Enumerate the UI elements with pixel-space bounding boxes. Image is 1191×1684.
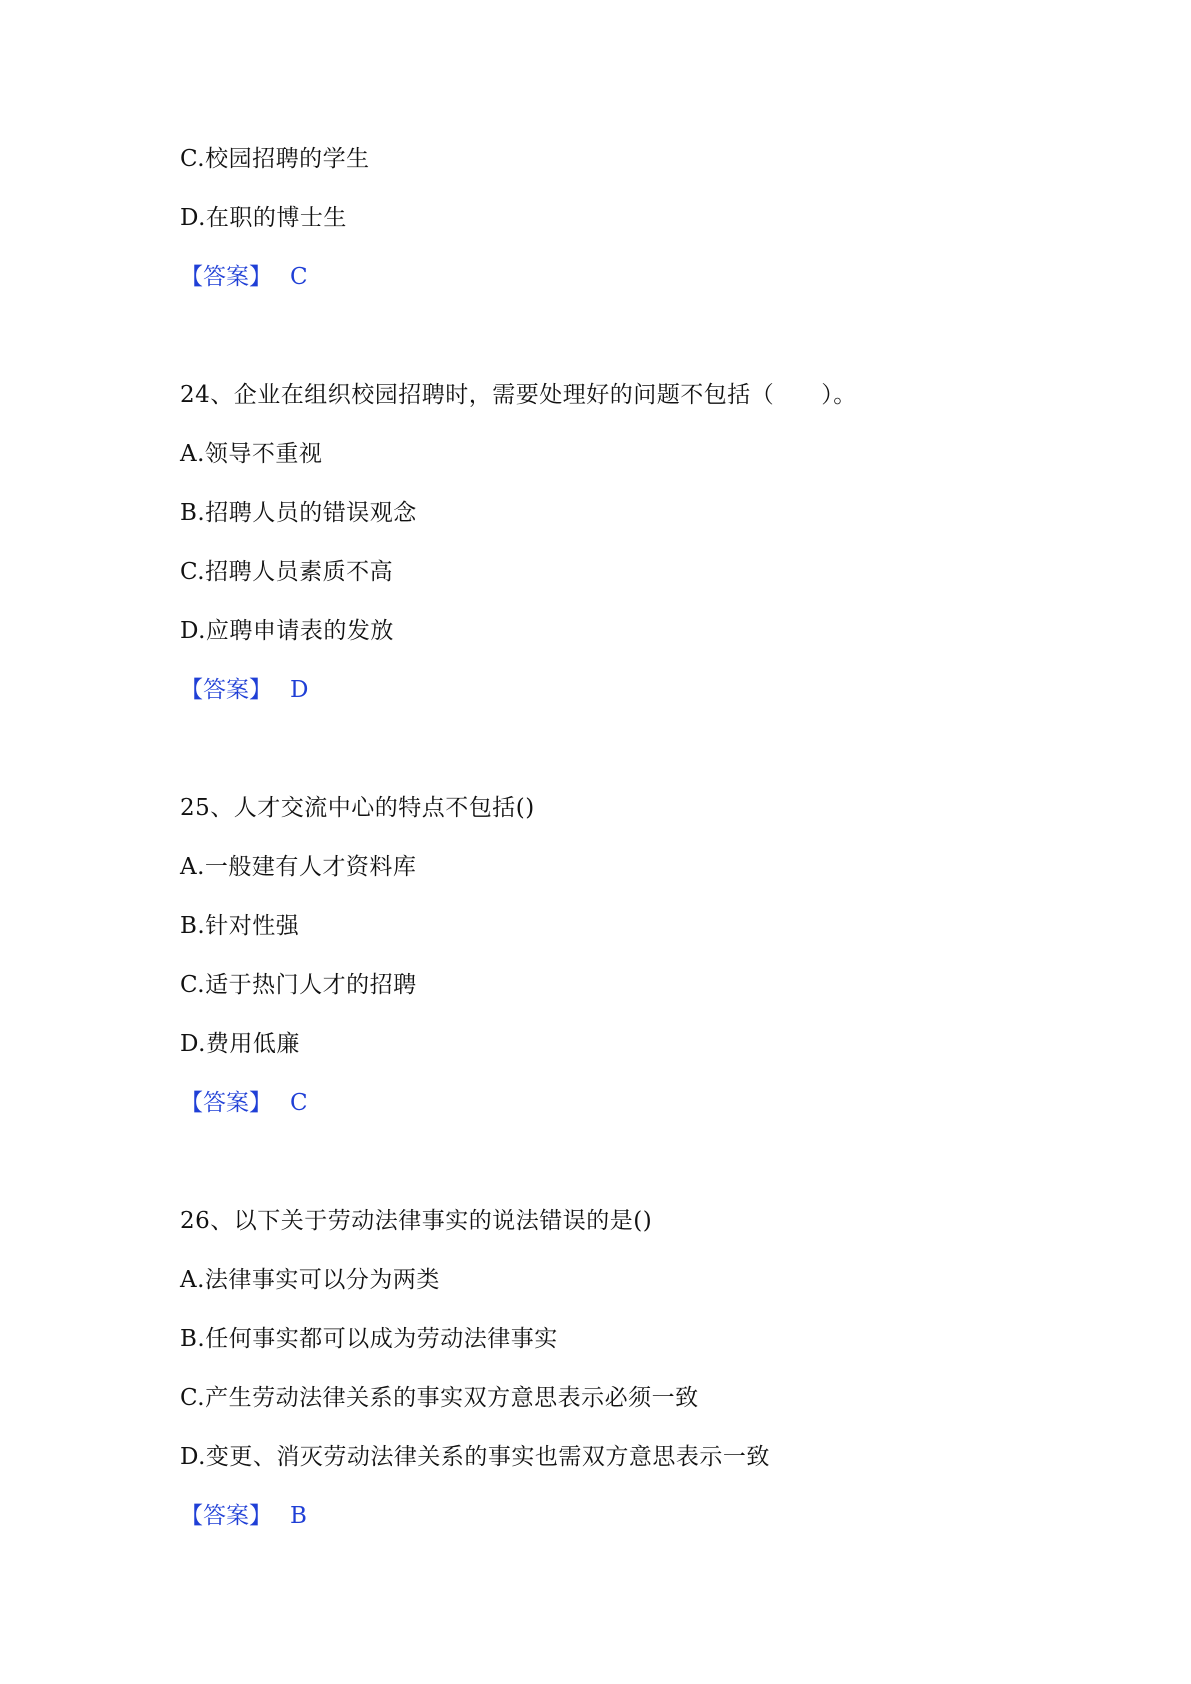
- option-c: C.校园招聘的学生: [180, 146, 370, 172]
- answer-value: B: [290, 1503, 307, 1529]
- option-b: B.针对性强: [180, 913, 300, 939]
- answer-value: C: [290, 1090, 308, 1116]
- answer-label: 【答案】: [180, 1503, 272, 1529]
- option-a: A.领导不重视: [180, 441, 323, 467]
- option-d: D.变更、消灭劳动法律关系的事实也需双方意思表示一致: [180, 1444, 770, 1470]
- answer-line: [180, 262, 308, 292]
- answer-line: [180, 1501, 307, 1531]
- option-d: D.在职的博士生: [180, 205, 347, 231]
- question-26: 26、以下关于劳动法律事实的说法错误的是(): [180, 1208, 653, 1234]
- option-a: A.一般建有人才资料库: [180, 854, 417, 880]
- option-b: B.招聘人员的错误观念: [180, 500, 417, 526]
- answer-line: [180, 1088, 308, 1118]
- answer-value: C: [290, 264, 308, 290]
- option-c: C.产生劳动法律关系的事实双方意思表示必须一致: [180, 1385, 699, 1411]
- answer-label: 【答案】: [180, 1090, 272, 1116]
- option-b: B.任何事实都可以成为劳动法律事实: [180, 1326, 558, 1352]
- option-d: D.应聘申请表的发放: [180, 618, 394, 644]
- answer-line: [180, 675, 308, 705]
- option-a: A.法律事实可以分为两类: [180, 1267, 440, 1293]
- answer-label: 【答案】: [180, 677, 272, 703]
- option-c: C.适于热门人才的招聘: [180, 972, 417, 998]
- question-25: 25、人才交流中心的特点不包括(): [180, 795, 535, 821]
- answer-value: D: [290, 677, 309, 703]
- option-d: D.费用低廉: [180, 1031, 300, 1057]
- option-c: C.招聘人员素质不高: [180, 559, 394, 585]
- question-24: 24、企业在组织校园招聘时，需要处理好的问题不包括（ ）。: [180, 382, 857, 408]
- answer-label: 【答案】: [180, 264, 272, 290]
